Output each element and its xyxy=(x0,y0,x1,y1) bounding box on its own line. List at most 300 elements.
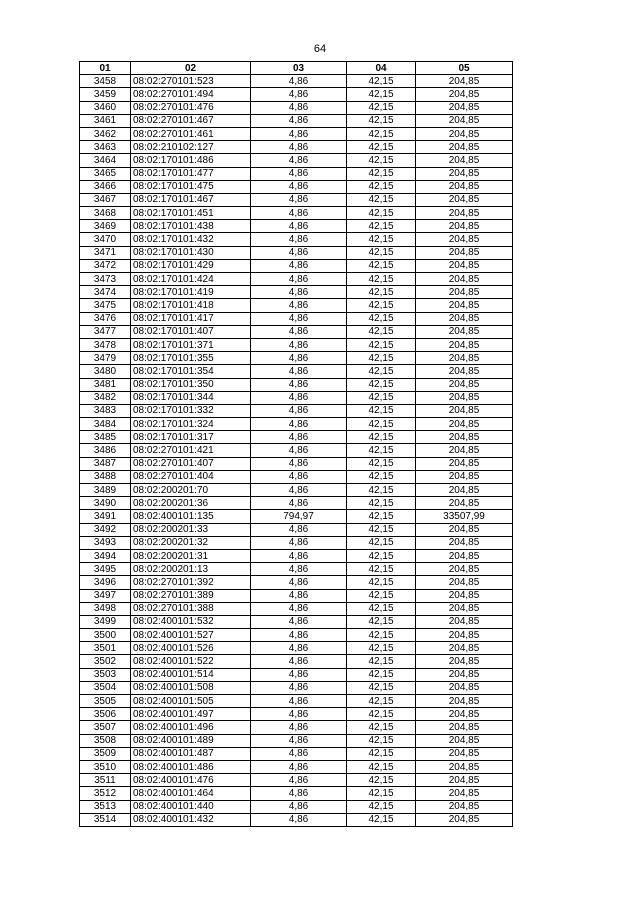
table-cell: 4,86 xyxy=(251,734,347,747)
table-cell: 08:02:270101:494 xyxy=(131,88,251,101)
table-row xyxy=(80,154,513,167)
table-cell: 08:02:270101:407 xyxy=(131,457,251,470)
table-cell: 42,15 xyxy=(347,708,416,721)
table-cell: 204,85 xyxy=(416,114,513,127)
table-cell: 3488 xyxy=(80,470,131,483)
table-cell: 42,15 xyxy=(347,325,416,338)
table-row xyxy=(80,220,513,233)
table-cell: 3474 xyxy=(80,286,131,299)
table-row xyxy=(80,774,513,787)
table-cell: 42,15 xyxy=(347,800,416,813)
table-cell: 204,85 xyxy=(416,167,513,180)
table-cell: 3504 xyxy=(80,681,131,694)
table-cell: 204,85 xyxy=(416,681,513,694)
table-cell: 08:02:200201:32 xyxy=(131,536,251,549)
table-cell: 08:02:170101:418 xyxy=(131,299,251,312)
table-cell: 204,85 xyxy=(416,312,513,325)
table-cell: 204,85 xyxy=(416,338,513,351)
table-cell: 3461 xyxy=(80,114,131,127)
table-cell: 42,15 xyxy=(347,167,416,180)
table-cell: 204,85 xyxy=(416,629,513,642)
table-cell: 204,85 xyxy=(416,747,513,760)
table-cell: 42,15 xyxy=(347,747,416,760)
table-body xyxy=(80,75,513,827)
table-cell: 42,15 xyxy=(347,431,416,444)
table-cell: 42,15 xyxy=(347,668,416,681)
table-cell: 42,15 xyxy=(347,220,416,233)
table-row xyxy=(80,312,513,325)
table-cell: 204,85 xyxy=(416,602,513,615)
table-row xyxy=(80,286,513,299)
table-cell: 204,85 xyxy=(416,734,513,747)
table-cell: 4,86 xyxy=(251,484,347,497)
table-cell: 42,15 xyxy=(347,497,416,510)
table-row xyxy=(80,431,513,444)
table-cell: 4,86 xyxy=(251,813,347,826)
table-cell: 204,85 xyxy=(416,154,513,167)
table-cell: 3469 xyxy=(80,220,131,233)
table-row xyxy=(80,365,513,378)
table-cell: 4,86 xyxy=(251,114,347,127)
table-cell: 08:02:400101:487 xyxy=(131,747,251,760)
table-cell: 3490 xyxy=(80,497,131,510)
table-row xyxy=(80,457,513,470)
table-cell: 08:02:170101:429 xyxy=(131,259,251,272)
table-cell: 3497 xyxy=(80,589,131,602)
column-header: 03 xyxy=(251,62,347,75)
table-row xyxy=(80,800,513,813)
table-cell: 4,86 xyxy=(251,497,347,510)
table-cell: 4,86 xyxy=(251,193,347,206)
table-cell: 08:02:170101:486 xyxy=(131,154,251,167)
table-cell: 204,85 xyxy=(416,88,513,101)
table-cell: 08:02:200201:31 xyxy=(131,549,251,562)
table-cell: 3481 xyxy=(80,378,131,391)
table-cell: 3491 xyxy=(80,510,131,523)
table-cell: 42,15 xyxy=(347,734,416,747)
column-header: 02 xyxy=(131,62,251,75)
table-cell: 08:02:270101:421 xyxy=(131,444,251,457)
table-cell: 204,85 xyxy=(416,589,513,602)
table-cell: 3479 xyxy=(80,352,131,365)
table-cell: 4,86 xyxy=(251,167,347,180)
table-cell: 204,85 xyxy=(416,391,513,404)
table-cell: 204,85 xyxy=(416,655,513,668)
table-cell: 08:02:400101:496 xyxy=(131,721,251,734)
table-cell: 204,85 xyxy=(416,365,513,378)
table-row xyxy=(80,523,513,536)
data-table xyxy=(79,61,513,827)
table-cell: 3467 xyxy=(80,193,131,206)
table-cell: 42,15 xyxy=(347,774,416,787)
table-cell: 204,85 xyxy=(416,444,513,457)
table-row xyxy=(80,602,513,615)
table-cell: 42,15 xyxy=(347,576,416,589)
table-cell: 204,85 xyxy=(416,695,513,708)
table-cell: 42,15 xyxy=(347,299,416,312)
table-cell: 4,86 xyxy=(251,721,347,734)
table-cell: 204,85 xyxy=(416,536,513,549)
table-cell: 204,85 xyxy=(416,75,513,88)
table-cell: 3498 xyxy=(80,602,131,615)
table-cell: 3496 xyxy=(80,576,131,589)
table-cell: 3477 xyxy=(80,325,131,338)
column-header: 01 xyxy=(80,62,131,75)
table-cell: 08:02:170101:451 xyxy=(131,207,251,220)
table-cell: 08:02:200201:33 xyxy=(131,523,251,536)
table-cell: 4,86 xyxy=(251,378,347,391)
table-cell: 3502 xyxy=(80,655,131,668)
table-cell: 4,86 xyxy=(251,787,347,800)
table-cell: 42,15 xyxy=(347,365,416,378)
table-row xyxy=(80,418,513,431)
table-cell: 42,15 xyxy=(347,457,416,470)
table-row xyxy=(80,708,513,721)
table-cell: 08:02:270101:388 xyxy=(131,602,251,615)
table-cell: 42,15 xyxy=(347,470,416,483)
table-cell: 204,85 xyxy=(416,563,513,576)
table-row xyxy=(80,734,513,747)
table-row xyxy=(80,655,513,668)
table-row xyxy=(80,338,513,351)
table-cell: 3466 xyxy=(80,180,131,193)
table-cell: 08:02:170101:477 xyxy=(131,167,251,180)
table-cell: 42,15 xyxy=(347,193,416,206)
table-cell: 08:02:400101:505 xyxy=(131,695,251,708)
table-cell: 42,15 xyxy=(347,510,416,523)
table-cell: 08:02:400101:527 xyxy=(131,629,251,642)
table-cell: 3475 xyxy=(80,299,131,312)
table-cell: 42,15 xyxy=(347,787,416,800)
table-cell: 4,86 xyxy=(251,154,347,167)
table-cell: 42,15 xyxy=(347,378,416,391)
table-cell: 3509 xyxy=(80,747,131,760)
table-cell: 08:02:200201:36 xyxy=(131,497,251,510)
table-cell: 42,15 xyxy=(347,615,416,628)
table-cell: 3513 xyxy=(80,800,131,813)
table-cell: 3462 xyxy=(80,127,131,140)
table-cell: 3501 xyxy=(80,642,131,655)
table-cell: 3464 xyxy=(80,154,131,167)
table-cell: 4,86 xyxy=(251,286,347,299)
table-cell: 08:02:400101:486 xyxy=(131,760,251,773)
table-cell: 3494 xyxy=(80,549,131,562)
table-cell: 204,85 xyxy=(416,325,513,338)
table-cell: 08:02:170101:355 xyxy=(131,352,251,365)
table-cell: 08:02:400101:440 xyxy=(131,800,251,813)
table-cell: 08:02:200201:70 xyxy=(131,484,251,497)
table-cell: 3495 xyxy=(80,563,131,576)
table-cell: 4,86 xyxy=(251,800,347,813)
table-cell: 42,15 xyxy=(347,655,416,668)
table-cell: 4,86 xyxy=(251,589,347,602)
table-cell: 08:02:200201:13 xyxy=(131,563,251,576)
table-cell: 08:02:400101:497 xyxy=(131,708,251,721)
table-cell: 4,86 xyxy=(251,259,347,272)
table-cell: 42,15 xyxy=(347,721,416,734)
table-cell: 08:02:170101:332 xyxy=(131,404,251,417)
table-cell: 4,86 xyxy=(251,404,347,417)
table-cell: 204,85 xyxy=(416,418,513,431)
table-cell: 4,86 xyxy=(251,418,347,431)
table-cell: 204,85 xyxy=(416,813,513,826)
table-row xyxy=(80,629,513,642)
table-cell: 4,86 xyxy=(251,75,347,88)
table-cell: 4,86 xyxy=(251,523,347,536)
table-cell: 204,85 xyxy=(416,378,513,391)
table-cell: 08:02:400101:464 xyxy=(131,787,251,800)
table-row xyxy=(80,167,513,180)
table-cell: 4,86 xyxy=(251,602,347,615)
table-row xyxy=(80,484,513,497)
table-cell: 42,15 xyxy=(347,536,416,549)
table-row xyxy=(80,259,513,272)
table-cell: 204,85 xyxy=(416,431,513,444)
table-cell: 08:02:270101:476 xyxy=(131,101,251,114)
table-cell: 3482 xyxy=(80,391,131,404)
table-cell: 08:02:170101:430 xyxy=(131,246,251,259)
table-cell: 3459 xyxy=(80,88,131,101)
table-cell: 3511 xyxy=(80,774,131,787)
table-row xyxy=(80,391,513,404)
table-row xyxy=(80,127,513,140)
table-cell: 4,86 xyxy=(251,760,347,773)
table-cell: 42,15 xyxy=(347,154,416,167)
table-cell: 08:02:270101:389 xyxy=(131,589,251,602)
table-cell: 4,86 xyxy=(251,457,347,470)
table-row xyxy=(80,576,513,589)
table-cell: 08:02:170101:371 xyxy=(131,338,251,351)
table-cell: 42,15 xyxy=(347,589,416,602)
table-cell: 3460 xyxy=(80,101,131,114)
table-cell: 4,86 xyxy=(251,549,347,562)
table-row xyxy=(80,589,513,602)
table-row xyxy=(80,787,513,800)
table-cell: 3483 xyxy=(80,404,131,417)
table-cell: 42,15 xyxy=(347,681,416,694)
table-cell: 204,85 xyxy=(416,404,513,417)
table-cell: 08:02:170101:424 xyxy=(131,273,251,286)
table-cell: 4,86 xyxy=(251,747,347,760)
table-cell: 42,15 xyxy=(347,695,416,708)
table-cell: 204,85 xyxy=(416,668,513,681)
table-cell: 3512 xyxy=(80,787,131,800)
table-cell: 3478 xyxy=(80,338,131,351)
table-cell: 204,85 xyxy=(416,760,513,773)
table-cell: 4,86 xyxy=(251,444,347,457)
table-cell: 42,15 xyxy=(347,180,416,193)
table-cell: 42,15 xyxy=(347,484,416,497)
table-cell: 3471 xyxy=(80,246,131,259)
table-cell: 4,86 xyxy=(251,563,347,576)
table-cell: 4,86 xyxy=(251,127,347,140)
table-cell: 4,86 xyxy=(251,246,347,259)
table-cell: 4,86 xyxy=(251,312,347,325)
table-cell: 204,85 xyxy=(416,299,513,312)
table-row xyxy=(80,563,513,576)
table-row xyxy=(80,404,513,417)
table-cell: 4,86 xyxy=(251,629,347,642)
table-row xyxy=(80,141,513,154)
table-cell: 08:02:170101:344 xyxy=(131,391,251,404)
table-cell: 08:02:400101:489 xyxy=(131,734,251,747)
table-row xyxy=(80,193,513,206)
table-cell: 4,86 xyxy=(251,88,347,101)
table-cell: 42,15 xyxy=(347,273,416,286)
table-cell: 08:02:170101:324 xyxy=(131,418,251,431)
table-cell: 42,15 xyxy=(347,602,416,615)
table-cell: 204,85 xyxy=(416,470,513,483)
table-cell: 204,85 xyxy=(416,273,513,286)
table-row xyxy=(80,378,513,391)
table-cell: 204,85 xyxy=(416,484,513,497)
table-cell: 4,86 xyxy=(251,273,347,286)
table-cell: 33507,99 xyxy=(416,510,513,523)
table-cell: 3480 xyxy=(80,365,131,378)
table-cell: 4,86 xyxy=(251,536,347,549)
table-cell: 4,86 xyxy=(251,615,347,628)
table-cell: 08:02:270101:461 xyxy=(131,127,251,140)
table-cell: 3500 xyxy=(80,629,131,642)
table-cell: 42,15 xyxy=(347,760,416,773)
table-cell: 204,85 xyxy=(416,246,513,259)
table-cell: 08:02:400101:508 xyxy=(131,681,251,694)
table-row xyxy=(80,207,513,220)
table-cell: 204,85 xyxy=(416,180,513,193)
table-cell: 204,85 xyxy=(416,101,513,114)
table-cell: 42,15 xyxy=(347,101,416,114)
table-row xyxy=(80,760,513,773)
table-cell: 4,86 xyxy=(251,774,347,787)
table-cell: 3507 xyxy=(80,721,131,734)
table-cell: 42,15 xyxy=(347,444,416,457)
table-cell: 3487 xyxy=(80,457,131,470)
table-cell: 42,15 xyxy=(347,312,416,325)
table-cell: 4,86 xyxy=(251,207,347,220)
table-row xyxy=(80,180,513,193)
table-cell: 08:02:400101:526 xyxy=(131,642,251,655)
table-cell: 4,86 xyxy=(251,220,347,233)
table-cell: 08:02:170101:317 xyxy=(131,431,251,444)
table-row xyxy=(80,668,513,681)
table-row xyxy=(80,510,513,523)
table-cell: 42,15 xyxy=(347,549,416,562)
table-row xyxy=(80,615,513,628)
table-cell: 08:02:210102:127 xyxy=(131,141,251,154)
table-cell: 3472 xyxy=(80,259,131,272)
table-cell: 4,86 xyxy=(251,365,347,378)
table-cell: 204,85 xyxy=(416,352,513,365)
table-cell: 42,15 xyxy=(347,141,416,154)
table-cell: 3458 xyxy=(80,75,131,88)
table-cell: 204,85 xyxy=(416,708,513,721)
table-cell: 4,86 xyxy=(251,470,347,483)
table-cell: 3503 xyxy=(80,668,131,681)
table-cell: 204,85 xyxy=(416,721,513,734)
table-cell: 42,15 xyxy=(347,352,416,365)
table-cell: 4,86 xyxy=(251,391,347,404)
table-cell: 794,97 xyxy=(251,510,347,523)
table-row xyxy=(80,273,513,286)
table-cell: 08:02:400101:522 xyxy=(131,655,251,668)
column-header: 04 xyxy=(347,62,416,75)
table-cell: 3484 xyxy=(80,418,131,431)
table-cell: 204,85 xyxy=(416,127,513,140)
table-cell: 204,85 xyxy=(416,207,513,220)
table-cell: 08:02:400101:532 xyxy=(131,615,251,628)
table-row xyxy=(80,695,513,708)
table-row xyxy=(80,497,513,510)
table-cell: 08:02:170101:354 xyxy=(131,365,251,378)
table-cell: 3514 xyxy=(80,813,131,826)
table-row xyxy=(80,352,513,365)
table-cell: 3473 xyxy=(80,273,131,286)
table-cell: 4,86 xyxy=(251,352,347,365)
table-cell: 3499 xyxy=(80,615,131,628)
table-row xyxy=(80,114,513,127)
table-cell: 3465 xyxy=(80,167,131,180)
table-cell: 3492 xyxy=(80,523,131,536)
table-cell: 3493 xyxy=(80,536,131,549)
table-cell: 204,85 xyxy=(416,787,513,800)
table-cell: 204,85 xyxy=(416,523,513,536)
table-row xyxy=(80,444,513,457)
table-cell: 204,85 xyxy=(416,800,513,813)
table-cell: 204,85 xyxy=(416,576,513,589)
table-cell: 08:02:270101:404 xyxy=(131,470,251,483)
table-cell: 08:02:270101:523 xyxy=(131,75,251,88)
table-cell: 08:02:270101:467 xyxy=(131,114,251,127)
table-cell: 204,85 xyxy=(416,233,513,246)
table-cell: 08:02:170101:407 xyxy=(131,325,251,338)
table-cell: 4,86 xyxy=(251,695,347,708)
table-row xyxy=(80,470,513,483)
table-cell: 3463 xyxy=(80,141,131,154)
table-cell: 42,15 xyxy=(347,563,416,576)
table-cell: 3508 xyxy=(80,734,131,747)
table-cell: 3476 xyxy=(80,312,131,325)
table-cell: 3510 xyxy=(80,760,131,773)
table-cell: 42,15 xyxy=(347,338,416,351)
table-cell: 204,85 xyxy=(416,497,513,510)
table-cell: 08:02:170101:432 xyxy=(131,233,251,246)
table-cell: 4,86 xyxy=(251,101,347,114)
table-cell: 42,15 xyxy=(347,246,416,259)
table-cell: 08:02:400101:514 xyxy=(131,668,251,681)
table-cell: 204,85 xyxy=(416,549,513,562)
table-row xyxy=(80,813,513,826)
table-row xyxy=(80,101,513,114)
table-row xyxy=(80,88,513,101)
table-cell: 4,86 xyxy=(251,141,347,154)
table-row xyxy=(80,549,513,562)
table-cell: 204,85 xyxy=(416,286,513,299)
table-cell: 42,15 xyxy=(347,418,416,431)
table-cell: 08:02:400101:476 xyxy=(131,774,251,787)
table-cell: 204,85 xyxy=(416,141,513,154)
table-row xyxy=(80,75,513,88)
table-cell: 42,15 xyxy=(347,629,416,642)
table-cell: 08:02:270101:392 xyxy=(131,576,251,589)
table-cell: 4,86 xyxy=(251,708,347,721)
table-cell: 204,85 xyxy=(416,642,513,655)
table-cell: 42,15 xyxy=(347,259,416,272)
table-cell: 4,86 xyxy=(251,180,347,193)
table-cell: 08:02:170101:419 xyxy=(131,286,251,299)
table-cell: 3470 xyxy=(80,233,131,246)
table-row xyxy=(80,747,513,760)
table-cell: 3486 xyxy=(80,444,131,457)
